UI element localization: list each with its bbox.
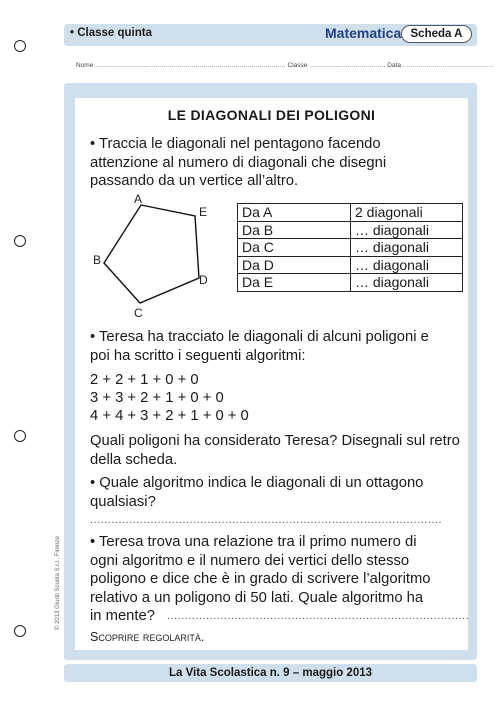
binder-hole — [14, 235, 26, 247]
table-cell-vertex: Da E — [238, 274, 351, 292]
exercise-1-line-2: attenzione al numero di diagonali che disegni — [90, 154, 387, 171]
exercise-2-line-1: • Teresa ha tracciato le diagonali di alcuni poligoni e — [90, 329, 429, 345]
exercise-4-line-5: in mente? — [90, 608, 155, 624]
exercise-4-line-2: ogni algoritmo e il numero dei vertici dello stesso — [90, 552, 410, 569]
exercise-4-line-1: • Teresa trova una relazione tra il primo numero di — [90, 534, 417, 550]
table-cell-vertex: Da A — [238, 204, 351, 222]
vertex-c-label: C — [134, 306, 143, 320]
vertex-e-label: E — [199, 205, 208, 219]
exercise-2-line-2: poi ha scritto i seguenti algoritmi: — [90, 347, 306, 364]
table-row — [238, 221, 463, 239]
class-label: • Classe quinta — [70, 27, 152, 39]
exercise-2-question-1: Quali poligoni ha considerato Teresa? Disegnali sul retro — [90, 433, 460, 449]
table-cell-vertex: Da C — [238, 239, 351, 257]
skill-footer-note: Scoprire regolarità. — [90, 630, 205, 644]
algorithm-1: 2 + 2 + 1 + 0 + 0 — [90, 372, 199, 388]
table-cell-count: 2 diagonali — [351, 204, 463, 222]
diagonals-table — [237, 203, 463, 292]
algorithm-3: 4 + 4 + 3 + 2 + 1 + 0 + 0 — [90, 408, 249, 424]
exercise-1-line-1: • Traccia le diagonali nel pentagono facendo — [90, 136, 381, 152]
vertex-b-label: B — [93, 253, 102, 267]
table-row — [238, 204, 463, 222]
algorithm-2: 3 + 3 + 2 + 1 + 0 + 0 — [90, 390, 224, 406]
exercise-3-line-2: qualsiasi? — [90, 493, 156, 510]
name-label: Nome — [76, 62, 94, 69]
table-cell-count: … diagonali — [351, 256, 463, 274]
exercise-2-question-2: della scheda. — [90, 451, 178, 468]
table-cell-vertex: Da D — [238, 256, 351, 274]
worksheet-badge: Scheda A — [401, 25, 472, 43]
binder-hole — [14, 430, 26, 442]
copyright-notice: © 2013 Giunti Scuola S.r.l., Firenze — [55, 536, 61, 630]
exercise-4-line-3: poligono e dice che è in grado di scrivere l’algoritmo — [90, 571, 431, 587]
vertex-a-label: A — [134, 192, 143, 206]
exercise-1-line-3: passando da un vertice all’altro. — [90, 173, 299, 189]
answer-line: ................................................................................................... — [90, 514, 443, 526]
student-info-line: Nome ............................................................................................... Classe ...................................... Data ............................................. — [76, 62, 494, 69]
answer-line: ..................................................................................... — [167, 610, 470, 622]
table-row — [238, 256, 463, 274]
binder-hole — [14, 40, 26, 52]
table-row — [238, 239, 463, 257]
page-title: LE DIAGONALI DEI POLIGONI — [167, 107, 376, 123]
binder-hole — [14, 625, 26, 637]
exercise-4-line-4: relativo a un poligono di 50 lati. Quale algoritmo ha — [90, 589, 424, 606]
table-cell-count: … diagonali — [351, 274, 463, 292]
pentagon-shape — [104, 205, 199, 303]
exercise-3-line-1: • Quale algoritmo indica le diagonali di un ottagono — [90, 475, 424, 491]
table-row — [238, 274, 463, 292]
table-cell-vertex: Da B — [238, 221, 351, 239]
class-field-label: Classe — [287, 62, 308, 69]
date-label: Data — [387, 62, 401, 69]
table-cell-count: … diagonali — [351, 239, 463, 257]
table-cell-count: … diagonali — [351, 221, 463, 239]
vertex-d-label: D — [199, 273, 208, 287]
subject-title: Matematica — [325, 25, 402, 41]
page-footer: La Vita Scolastica n. 9 – maggio 2013 — [64, 664, 477, 682]
pentagon-figure — [90, 195, 230, 320]
